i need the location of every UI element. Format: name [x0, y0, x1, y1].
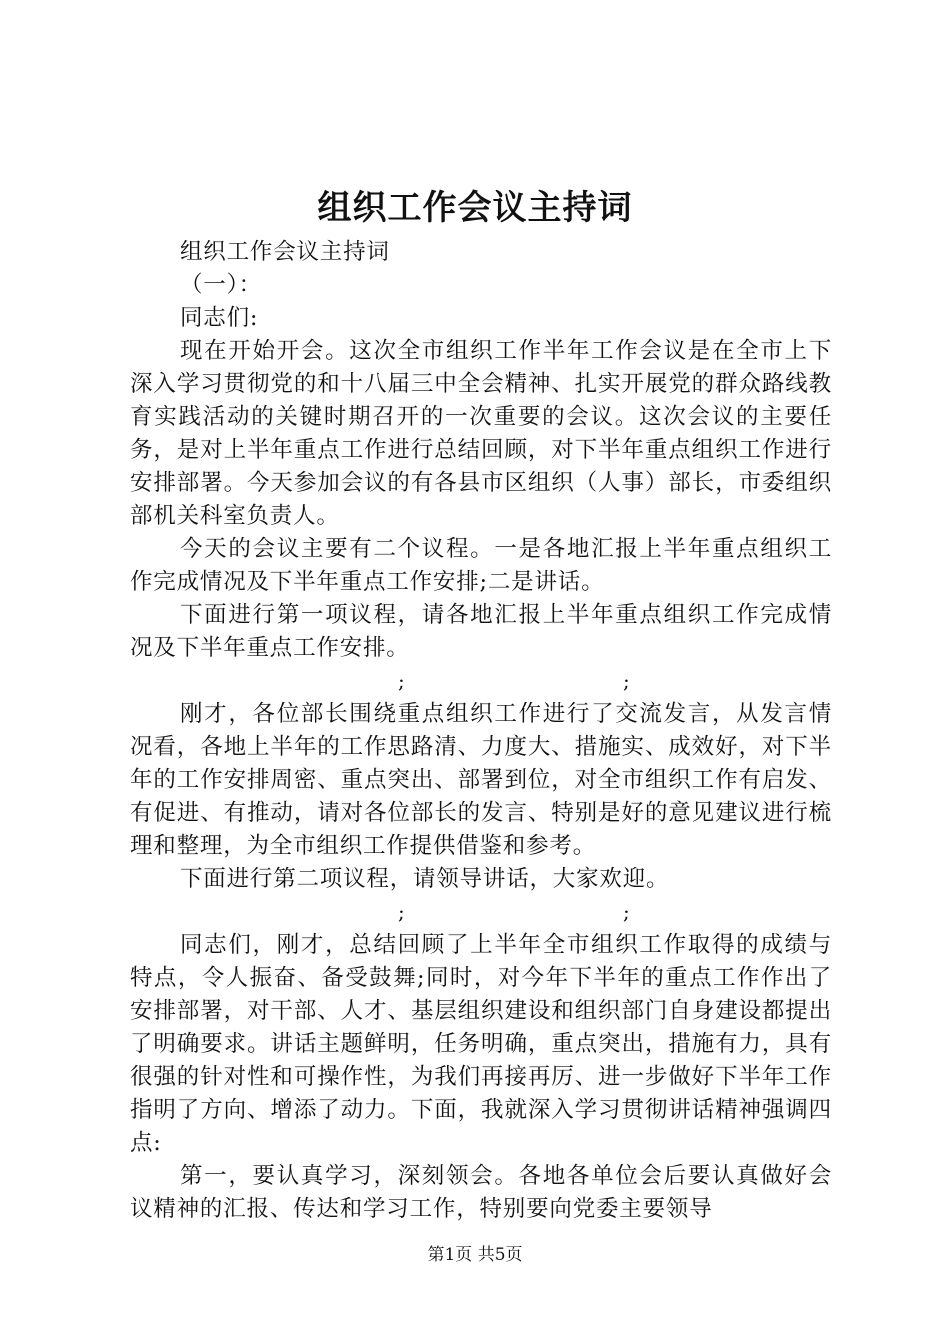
paragraph-point-one: 第一，要认真学习，深刻领会。各地各单位会后要认真做好会议精神的汇报、传达和学习工作，特别要向党委主要领导	[130, 1163, 832, 1222]
paragraph-opening: 现在开始开会。这次全市组织工作半年工作会议是在全市上下深入学习贯彻党的和十八届三中全会精神、扎实开展党的群众路线教育实践活动的关键时期召开的一次重要的会议。这次会议的主要任务，是对上半年重点工作进行总结回顾，对下半年重点组织工作进行安排部署。今天参加会议的有各县市区组织（人事）部长，市委组织部机关科室负责人。	[130, 338, 832, 529]
separator-mark: ;	[398, 669, 406, 693]
page-footer: 第1页 共5页	[427, 1245, 523, 1265]
separator-line	[130, 896, 832, 929]
paragraph-heading: 组织工作会议主持词	[180, 239, 390, 265]
paragraph-salutation: 同志们:	[180, 305, 259, 331]
paragraph-agenda-item-one: 下面进行第一项议程，请各地汇报上半年重点组织工作完成情况及下半年重点工作安排。	[130, 602, 832, 661]
separator-line	[130, 665, 832, 698]
paragraph-agenda: 今天的会议主要有二个议程。一是各地汇报上半年重点组织工作完成情况及下半年重点工作安排;二是讲话。	[130, 536, 832, 595]
document-body	[130, 236, 832, 1226]
separator-mark: ;	[398, 900, 406, 924]
paragraph-section-number: （一）：	[180, 272, 262, 298]
document-title: 组织工作会议主持词	[317, 188, 633, 228]
separator-mark: ;	[623, 669, 631, 693]
separator-mark: ;	[623, 900, 631, 924]
paragraph-summary: 刚才，各位部长围绕重点组织工作进行了交流发言，从发言情况看，各地上半年的工作思路清、力度大、措施实、成效好，对下半年的工作安排周密、重点突出、部署到位，对全市组织工作有启发、有促进、有推动，请对各位部长的发言、特别是好的意见建议进行梳理和整理，为全市组织工作提供借鉴和参考。	[130, 701, 832, 859]
paragraph-closing-remarks: 同志们，刚才，总结回顾了上半年全市组织工作取得的成绩与特点，令人振奋、备受鼓舞;同时，对今年下半年的重点工作作出了安排部署，对干部、人才、基层组织建设和组织部门自身建设都提出了明确要求。讲话主题鲜明，任务明确，重点突出，措施有力，具有很强的针对性和可操作性，为我们再接再厉、进一步做好下半年工作指明了方向、增添了动力。下面，我就深入学习贯彻讲话精神强调四点:	[130, 932, 832, 1156]
paragraph-agenda-item-two: 下面进行第二项议程，请领导讲话，大家欢迎。	[180, 866, 670, 892]
